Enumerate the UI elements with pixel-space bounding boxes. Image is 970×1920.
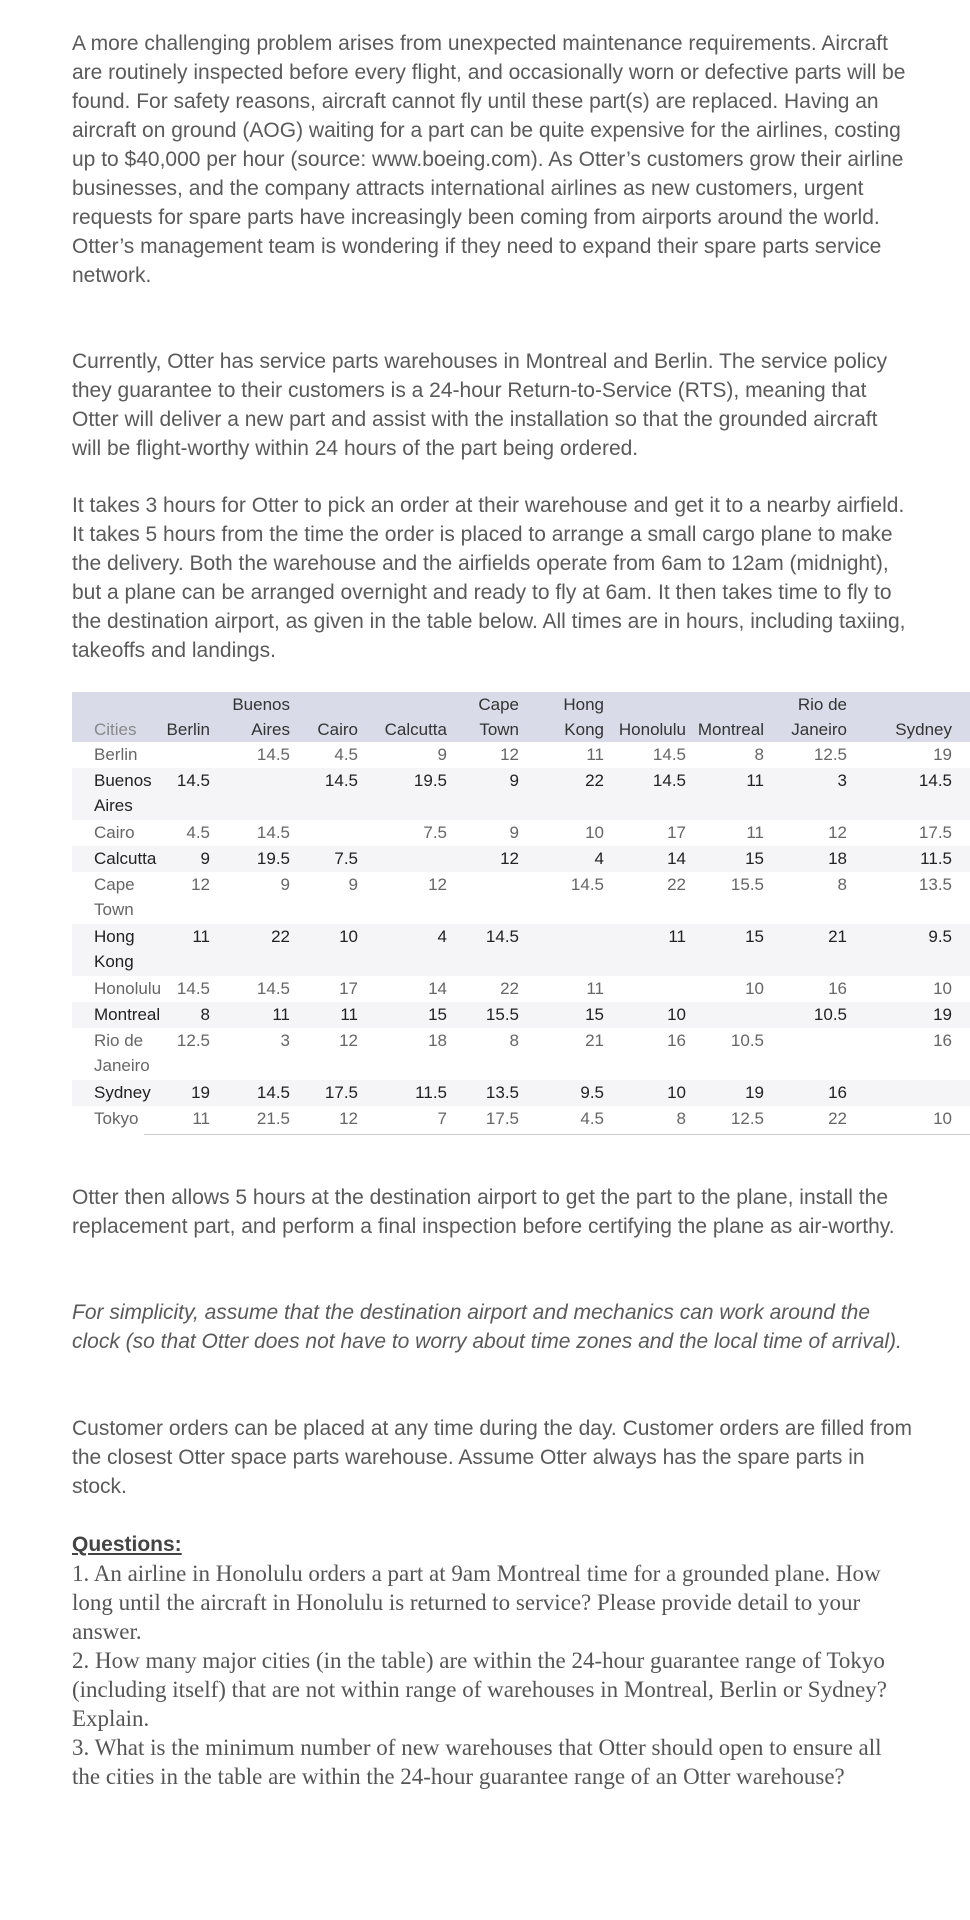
table-cell-value: 10: [667, 1005, 686, 1024]
table-cell-value: 9: [509, 823, 519, 842]
table-cell-value: 12: [339, 1031, 358, 1050]
table-cell-value: 13.5: [918, 875, 952, 894]
table-cell-value: 14.5: [652, 771, 686, 790]
table-cell-value: 9: [348, 875, 358, 894]
table-cell-value: 11: [340, 1005, 358, 1024]
table-column-header: Rio de: [797, 695, 847, 714]
table-cell-value: 17.5: [918, 823, 952, 842]
table-row-city: Janeiro: [94, 1056, 150, 1075]
question-2: 2. How many major cities (in the table) are within the 24-hour guarantee range of Tokyo (including itself) that are not within range of warehouses in Montreal, Berlin or Sydney? Explain.: [72, 1648, 888, 1731]
table-cell-value: 12: [828, 823, 847, 842]
table-cell-value: 22: [828, 1109, 847, 1128]
table-cell-value: 7.5: [334, 849, 358, 868]
table-header-row: [72, 692, 970, 742]
table-column-header: Cairo: [317, 720, 358, 739]
table-cell-value: 17.5: [485, 1109, 519, 1128]
table-cell-value: 11: [586, 745, 604, 764]
table-cell-value: 4.5: [334, 745, 358, 764]
table-cell-value: 4.5: [186, 823, 210, 842]
table-cell-value: 16: [933, 1031, 952, 1050]
table-cell-value: 10: [667, 1083, 686, 1102]
table-cell-value: 4: [594, 849, 604, 868]
table-cell-value: 7: [437, 1109, 447, 1128]
table-row: [72, 1028, 970, 1080]
table-cell-value: 10: [339, 927, 358, 946]
table-cell-value: 14.5: [256, 979, 290, 998]
table-cell-value: 17.5: [324, 1083, 358, 1102]
table-cell-value: 14: [428, 979, 447, 998]
table-row-city: Kong: [94, 952, 134, 971]
table-cell-value: 16: [828, 1083, 847, 1102]
table-cell-value: 10: [933, 1109, 952, 1128]
table-row: [72, 768, 970, 820]
table-row: [72, 820, 970, 846]
table-cell-value: 9: [509, 771, 519, 790]
table-cell-value: 17: [667, 823, 686, 842]
table-cell-value: 9: [280, 875, 290, 894]
table-column-header: Kong: [564, 720, 604, 739]
table-cell-value: 14.5: [176, 979, 210, 998]
table-row: [72, 742, 970, 768]
table-row-city: Town: [94, 900, 134, 919]
table-cell-value: 12: [339, 1109, 358, 1128]
table-row-city: Rio de: [94, 1031, 144, 1050]
table-cell-value: 21: [585, 1031, 604, 1050]
table-column-header: Calcutta: [384, 720, 447, 739]
table-column-header: Janeiro: [791, 720, 847, 739]
table-cell-value: 16: [667, 1031, 686, 1050]
table-cell-value: 14.5: [176, 771, 210, 790]
table-cell-value: 12: [191, 875, 210, 894]
table-cell-value: 7.5: [423, 823, 447, 842]
table-cell-value: 9: [437, 745, 447, 764]
table-cell-value: 8: [837, 875, 847, 894]
table-row-city: Cairo: [94, 823, 135, 842]
table-cell-value: 11: [668, 927, 686, 946]
table-cell-value: 13.5: [485, 1083, 519, 1102]
table-cell-value: 22: [667, 875, 686, 894]
table-column-header: Cape: [478, 695, 519, 714]
questions-section: [72, 1530, 932, 1791]
table-row: [72, 872, 970, 924]
table-cell-value: 14: [667, 849, 686, 868]
table-cell-value: 15: [585, 1005, 604, 1024]
table-row: [72, 1002, 970, 1028]
table-cell-value: 10: [585, 823, 604, 842]
table-cell-value: 12: [428, 875, 447, 894]
table-cell-value: 11: [192, 927, 210, 946]
table-row-city: Berlin: [94, 745, 138, 764]
table-cell-value: 8: [754, 745, 764, 764]
table-cell-value: 11: [586, 979, 604, 998]
table-cell-value: 19.5: [413, 771, 447, 790]
table-column-header: Berlin: [166, 720, 210, 739]
table-cell-value: 8: [200, 1005, 210, 1024]
table-row: [72, 846, 970, 872]
table-cell-value: 22: [500, 979, 519, 998]
table-cell-value: 8: [676, 1109, 686, 1128]
table-cell-value: 15.5: [485, 1005, 519, 1024]
table-corner-label: Cities: [94, 720, 137, 739]
table-cell-value: 12: [500, 745, 519, 764]
question-3: 3. What is the minimum number of new warehouses that Otter should open to ensure all the cities in the table are within the 24-hour guarantee range of an Otter warehouse?: [72, 1735, 882, 1789]
table-cell-value: 15: [745, 849, 764, 868]
table-column-header: Montreal: [697, 720, 764, 739]
table-column-header: Buenos: [232, 695, 290, 714]
table-cell-value: 19: [745, 1083, 764, 1102]
paragraph-warehouses-policy: Currently, Otter has service parts warehouses in Montreal and Berlin. The service policy they guarantee to their customers is a 24-hour Return-to-Service (RTS), meaning that Otter will deliver a new part and assist with the installation so that the grounded aircraft will be flight-worthy within 24 hours of the part being ordered.: [72, 350, 888, 460]
table-cell-value: 21.5: [256, 1109, 290, 1128]
paragraph-orders: Customer orders can be placed at any time during the day. Customer orders are filled from the closest Otter space parts warehouse. Assume Otter always has the spare parts in stock.: [72, 1417, 912, 1498]
table-cell-value: 4.5: [580, 1109, 604, 1128]
table-cell-value: 14.5: [918, 771, 952, 790]
table-column-header: Hong: [563, 695, 604, 714]
table-row: [72, 1080, 970, 1106]
table-cell-value: 9.5: [580, 1083, 604, 1102]
question-1: 1. An airline in Honolulu orders a part at 9am Montreal time for a grounded plane. How long until the aircraft in Honolulu is returned to service? Please provide detail to your answer.: [72, 1561, 881, 1644]
table-row-city: Cape: [94, 875, 135, 894]
table-row-city: Calcutta: [94, 849, 157, 868]
table-cell-value: 18: [428, 1031, 447, 1050]
table-row-city: Montreal: [94, 1005, 161, 1024]
table-cell-value: 15: [428, 1005, 447, 1024]
table-cell-value: 8: [509, 1031, 519, 1050]
paragraph-simplicity-note: For simplicity, assume that the destination airport and mechanics can work around the clock (so that Otter does not have to worry about time zones and the local time of arrival).: [72, 1301, 902, 1353]
table-cell-value: 12: [500, 849, 519, 868]
table-cell-value: 11: [272, 1005, 290, 1024]
table-cell-value: 10: [933, 979, 952, 998]
table-cell-value: 10: [745, 979, 764, 998]
table-cell-value: 19: [933, 745, 952, 764]
table-row-city: Tokyo: [94, 1109, 139, 1128]
table-cell-value: 15: [745, 927, 764, 946]
table-cell-value: 12.5: [730, 1109, 764, 1128]
questions-title: Questions:: [72, 1533, 182, 1556]
table-cell-value: 3: [837, 771, 847, 790]
table-cell-value: 22: [585, 771, 604, 790]
table-cell-value: 14.5: [485, 927, 519, 946]
table-cell-value: 14.5: [570, 875, 604, 894]
table-cell-value: 3: [280, 1031, 290, 1050]
table-cell-value: 22: [271, 927, 290, 946]
table-cell-value: 17: [339, 979, 358, 998]
paragraph-timing: It takes 3 hours for Otter to pick an order at their warehouse and get it to a nearby airfield. It takes 5 hours from the time the order is placed to arrange a small cargo plane to make the delivery. Both the warehouse and the airfields operate from 6am to 12am (midnight), but a plane can be arranged overnight and ready to fly at 6am. It then takes time to fly to the destination airport, as given in the table below. All times are in hours, including taxiing, takeoffs and landings.: [72, 494, 906, 662]
table-row-city: Sydney: [94, 1083, 151, 1102]
table-column-header: Sydney: [895, 720, 952, 739]
table-cell-value: 10.5: [813, 1005, 847, 1024]
table-cell-value: 11: [192, 1109, 210, 1128]
table-cell-value: 11: [746, 823, 764, 842]
table-cell-value: 19: [933, 1005, 952, 1024]
table-cell-value: 21: [828, 927, 847, 946]
table-cell-value: 19.5: [256, 849, 290, 868]
table-cell-value: 12.5: [176, 1031, 210, 1050]
table-row: [72, 976, 970, 1002]
table-cell-value: 9: [200, 849, 210, 868]
paragraph-aog-problem: A more challenging problem arises from unexpected maintenance requirements. Aircraft are routinely inspected before every flight, and occasionally worn or defective parts will be found. For safety reasons, aircraft cannot fly until these part(s) are replaced. Having an aircraft on ground (AOG) waiting for a part can be quite expensive for the airlines, costing up to $40,000 per hour (source: www.boeing.com). As Otter’s customers grow their airline businesses, and the company attracts international airlines as new customers, urgent requests for spare parts have increasingly been coming from airports around the world. Otter’s management team is wondering if they need to expand their spare parts service network.: [72, 32, 906, 287]
table-cell-value: 12.5: [813, 745, 847, 764]
flight-time-table: [72, 692, 970, 1147]
table-row: [72, 1106, 970, 1132]
table-row-city: Hong: [94, 927, 135, 946]
table-cell-value: 14.5: [256, 1083, 290, 1102]
table-cell-value: 16: [828, 979, 847, 998]
table-cell-value: 14.5: [256, 745, 290, 764]
table-bottom-rule: [144, 1134, 970, 1135]
table-cell-value: 10.5: [730, 1031, 764, 1050]
table-cell-value: 15.5: [730, 875, 764, 894]
table-cell-value: 18: [828, 849, 847, 868]
table-cell-value: 14.5: [324, 771, 358, 790]
table-cell-value: 11.5: [415, 1083, 447, 1102]
paragraph-installation: Otter then allows 5 hours at the destination airport to get the part to the plane, install the replacement part, and perform a final inspection before certifying the plane as air-worthy.: [72, 1186, 895, 1238]
table-cell-value: 4: [437, 927, 447, 946]
table-cell-value: 9.5: [928, 927, 952, 946]
table-row-city: Honolulu: [94, 979, 162, 998]
table-cell-value: 11: [746, 771, 764, 790]
table-column-header: Aires: [251, 720, 290, 739]
table-column-header: Town: [479, 720, 519, 739]
table-row: [72, 924, 970, 976]
table-cell-value: 14.5: [652, 745, 686, 764]
table-cell-value: 11.5: [920, 849, 952, 868]
table-column-header: Honolulu: [618, 720, 686, 739]
table-cell-value: 19: [191, 1083, 210, 1102]
table-row-city: Aires: [94, 796, 133, 815]
table-cell-value: 14.5: [256, 823, 290, 842]
table-row-city: Buenos: [94, 771, 152, 790]
